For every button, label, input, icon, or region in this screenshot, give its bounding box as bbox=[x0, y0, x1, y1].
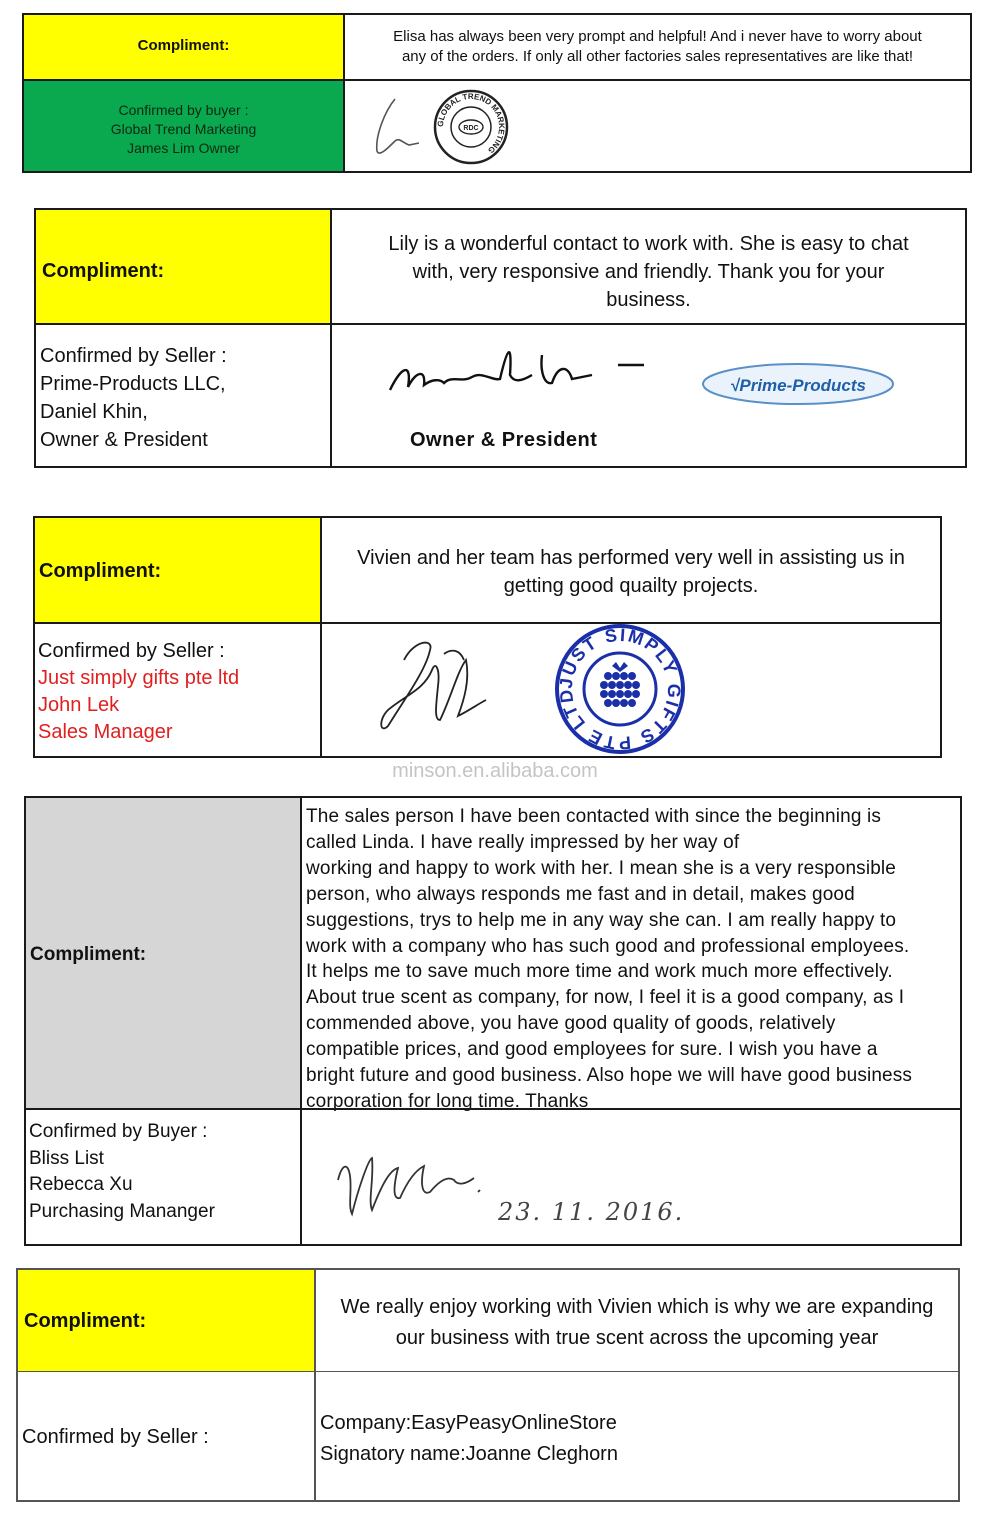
confirmation-row bbox=[24, 81, 970, 171]
text-line: suggestions, trys to help me in any way she can. I am really happy to bbox=[306, 909, 897, 931]
compliment-label: Compliment: bbox=[30, 944, 147, 965]
compliment-text bbox=[345, 27, 970, 67]
confirmation-details bbox=[38, 638, 239, 746]
compliment-table-1 bbox=[22, 13, 972, 173]
compliment-table-3 bbox=[33, 516, 942, 758]
text-line: work with a company who has such good and professional employees. bbox=[306, 935, 910, 957]
compliment-text bbox=[332, 230, 965, 314]
confirmation-details bbox=[24, 101, 343, 158]
signature-cell bbox=[345, 81, 970, 171]
text-line: compatible prices, and good employees for sure. I wish you have a bbox=[306, 1039, 878, 1061]
confirmation-line: Owner & President bbox=[40, 429, 208, 451]
confirmation-line: Global Trend Marketing bbox=[110, 121, 257, 137]
compliment-text-cell bbox=[345, 15, 970, 79]
gift-icon bbox=[600, 662, 640, 707]
compliment-text bbox=[316, 1292, 958, 1354]
text-line: business. bbox=[606, 289, 691, 311]
company-name: Company:EasyPeasyOnlineStore bbox=[320, 1412, 617, 1434]
confirmation-line: Rebecca Xu bbox=[29, 1174, 133, 1195]
text-line: any of the orders. If only all other factories sales representatives are like that! bbox=[401, 48, 914, 65]
confirmation-line: Daniel Khin, bbox=[40, 401, 148, 423]
text-line: our business with true scent across the upcoming year bbox=[395, 1327, 879, 1349]
signature-cell bbox=[302, 1110, 960, 1244]
company-stamp bbox=[431, 87, 511, 167]
compliment-label: Compliment: bbox=[24, 1310, 147, 1332]
text-line: with, very responsive and friendly. Thank you for your bbox=[412, 261, 885, 283]
text-line: Lily is a wonderful contact to work with. She is easy to chat bbox=[388, 233, 909, 255]
compliment-row bbox=[18, 1270, 958, 1371]
text-line: commended above, you have good quality of goods, relatively bbox=[306, 1013, 836, 1035]
compliment-text-cell bbox=[302, 798, 960, 1112]
confirmation-line: Just simply gifts pte ltd bbox=[38, 667, 240, 689]
confirmation-line: Sales Manager bbox=[38, 721, 173, 743]
confirmation-label: Confirmed by Seller : bbox=[22, 1426, 209, 1448]
compliment-table-2 bbox=[34, 208, 967, 468]
confirmation-line: Bliss List bbox=[29, 1147, 104, 1169]
confirmation-label-cell bbox=[18, 1372, 316, 1500]
text-line: working and happy to work with her. I mean she is a very responsible bbox=[306, 857, 896, 879]
signature-cell bbox=[332, 325, 965, 466]
compliment-label: Compliment: bbox=[39, 560, 162, 582]
watermark: minson.en.alibaba.com bbox=[392, 760, 598, 782]
compliment-label-cell bbox=[35, 518, 322, 622]
confirmation-label-cell bbox=[35, 624, 322, 756]
signature-date: 23. 11. 2016. bbox=[498, 1198, 685, 1226]
compliment-label-cell bbox=[24, 15, 345, 79]
company-stamp bbox=[550, 624, 690, 754]
confirmation-line: Confirmed by Buyer : bbox=[29, 1121, 208, 1142]
confirmation-line: Confirmed by Seller : bbox=[40, 345, 227, 367]
handwritten-signature bbox=[365, 91, 425, 161]
compliment-label: Compliment: bbox=[137, 37, 230, 54]
confirmation-line: Confirmed by Seller : bbox=[38, 640, 225, 662]
confirmation-label-cell bbox=[26, 1110, 302, 1244]
handwritten-signature bbox=[328, 1140, 498, 1220]
confirmation-line: Purchasing Mananger bbox=[29, 1200, 215, 1222]
compliment-row bbox=[24, 15, 970, 79]
confirmation-row bbox=[18, 1372, 958, 1500]
confirmation-line: John Lek bbox=[38, 694, 120, 716]
text-line: The sales person I have been contacted with since the beginning is bbox=[306, 806, 881, 827]
handwritten-signature bbox=[374, 630, 494, 740]
compliment-text-cell bbox=[332, 210, 965, 323]
signature-cell bbox=[322, 624, 940, 756]
signatory-name: Signatory name:Joanne Cleghorn bbox=[320, 1443, 618, 1465]
compliment-table-5 bbox=[16, 1268, 960, 1502]
compliment-label-cell bbox=[36, 210, 332, 323]
logo-text: √Prime-Products bbox=[730, 376, 866, 395]
confirmation-row bbox=[36, 325, 965, 466]
compliment-label: Compliment: bbox=[42, 260, 165, 282]
compliment-row bbox=[26, 798, 960, 1112]
compliment-row bbox=[35, 518, 940, 622]
compliment-text-cell bbox=[322, 518, 940, 622]
text-line: person, who always responds me fast and in detail, makes good bbox=[306, 883, 855, 905]
text-line: called Linda. I have really impressed by her way of bbox=[306, 831, 740, 853]
confirmation-details bbox=[40, 342, 227, 454]
stamp-ring-text: JUST SIMPLY GIFTS PTE LTD bbox=[555, 624, 685, 754]
compliment-text bbox=[306, 804, 912, 1115]
compliment-label-cell bbox=[18, 1270, 316, 1371]
text-line: bright future and good business. Also hope we will have good business bbox=[306, 1065, 913, 1087]
confirmation-line: James Lim Owner bbox=[127, 140, 240, 156]
stamp-center-text: RDC bbox=[463, 125, 479, 132]
text-line: Elisa has always been very prompt and helpful! And i never have to worry about bbox=[393, 28, 922, 45]
confirmation-details bbox=[29, 1119, 215, 1225]
confirmation-line: Prime-Products LLC, bbox=[40, 373, 226, 395]
confirmation-row bbox=[26, 1110, 960, 1244]
confirmation-line: Confirmed by buyer : bbox=[118, 102, 249, 118]
compliment-row bbox=[36, 210, 965, 323]
confirmation-row bbox=[35, 624, 940, 756]
text-line: We really enjoy working with Vivien which is why we are expanding bbox=[340, 1296, 934, 1318]
compliment-label-cell bbox=[26, 798, 302, 1108]
text-line: getting good quailty projects. bbox=[503, 575, 759, 597]
stamp-ring-text: GLOBAL TREND MARKETING bbox=[435, 91, 507, 155]
signature-caption: Owner & President bbox=[410, 429, 598, 451]
text-line: Vivien and her team has performed very well in assisting us in bbox=[357, 547, 905, 569]
text-line: It helps me to save much more time and work much more effectively. bbox=[306, 961, 893, 983]
text-line: corporation for long time. Thanks bbox=[306, 1090, 589, 1112]
seller-details-cell bbox=[316, 1372, 958, 1500]
confirmation-label-cell bbox=[24, 81, 345, 171]
confirmation-label-cell bbox=[36, 325, 332, 466]
compliment-table-4 bbox=[24, 796, 962, 1246]
text-line: About true scent as company, for now, I feel it is a good company, as I bbox=[306, 987, 905, 1009]
seller-details bbox=[320, 1408, 618, 1470]
compliment-text-cell bbox=[316, 1270, 958, 1371]
prime-products-logo bbox=[700, 361, 900, 411]
compliment-text bbox=[322, 544, 940, 600]
handwritten-signature bbox=[382, 335, 662, 405]
